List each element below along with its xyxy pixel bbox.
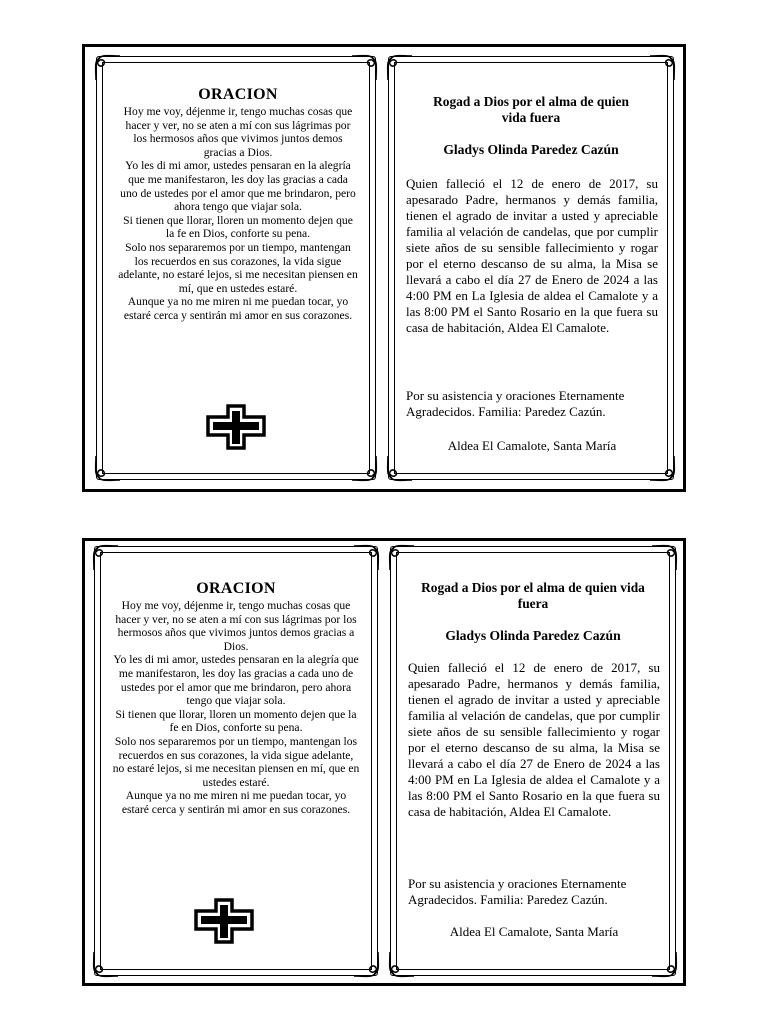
prayer-paragraph: Solo nos separaremos por un tiempo, mantengan los recuerdos en sus corazones, la vida sigue adelante, no estaré lejos, si me necesitan piensen en mí, que en ustedes estaré. <box>112 734 360 789</box>
corner-ornament-icon <box>350 948 384 982</box>
corner-ornament-icon <box>382 452 416 486</box>
prayer-text-block <box>112 580 360 817</box>
prayer-text-block <box>118 86 358 323</box>
prayer-title: ORACION <box>196 580 276 597</box>
corner-ornament-icon <box>90 452 124 486</box>
prayer-paragraph: Aunque ya no me miren ni me puedan tocar, yo estaré cerca y sentirán mi amor en sus corazones. <box>123 295 353 322</box>
deceased-name: Gladys Olinda Paredez Cazún <box>443 142 619 157</box>
corner-ornament-icon <box>648 948 682 982</box>
cross-icon <box>194 898 254 944</box>
memorial-card-1 <box>82 44 686 492</box>
prayer-paragraph: Hoy me voy, déjenme ir, tengo muchas cosas que hacer y ver, no se aten a mí con sus lágrimas por los hermosos años que vivimos juntos demos gracias a Dios. <box>123 105 353 159</box>
notice-frame <box>386 542 680 980</box>
prayer-paragraph: Solo nos separaremos por un tiempo, mantengan los recuerdos en sus corazones, la vida sigue adelante, no estaré lejos, si me necesitan piensen en mí, que en ustedes estaré. <box>118 240 358 295</box>
corner-ornament-icon <box>384 540 418 574</box>
corner-ornament-icon <box>382 50 416 84</box>
corner-ornament-icon <box>646 452 680 486</box>
notice-heading: Rogad a Dios por el alma de quien vida fuera <box>433 94 629 125</box>
prayer-paragraph: Aunque ya no me miren ni me puedan tocar, yo estaré cerca y sentirán mi amor en sus corazones. <box>121 789 351 816</box>
notice-frame <box>384 52 678 484</box>
corner-ornament-icon <box>88 948 122 982</box>
prayer-paragraph: Yo les di mi amor, ustedes pensaran en la alegría que me manifestaron, les doy las gracias a cada uno de ustedes por el amor que me brindaron, pero ahora tengo que viajar sola. <box>120 159 356 214</box>
cross-icon <box>206 404 266 450</box>
corner-ornament-icon <box>348 452 382 486</box>
prayer-paragraph: Si tienen que llorar, lloren un momento dejen que la fe en Dios, conforte su pena. <box>123 213 353 241</box>
notice-thanks: Por su asistencia y oraciones Eternamente Agradecidos. Familia: Paredez Cazún. <box>408 876 627 907</box>
prayer-title: ORACION <box>198 86 278 103</box>
prayer-paragraph: Yo les di mi amor, ustedes pensaran en la alegría que me manifestaron, les doy las gracias a cada uno de ustedes por el amor que me brindaron, pero ahora tengo que viajar sola. <box>113 653 359 708</box>
notice-body: Quien falleció el 12 de enero de 2017, su apesarado Padre, hermanos y demás familia, tienen el agrado de invitar a usted y apreciable familia al velación de candelas, que por cumplir siete años de su sensible fallecimiento y rogar por el eterno descanso de su alma, la Misa se llevará a cabo el día 27 de Enero de 2024 a las 4:00 PM en La Iglesia de aldea el Camalote y a las 8:00 PM el Santo Rosario en la que fuera su casa de habitación, Aldea El Camalote. <box>408 660 660 819</box>
corner-ornament-icon <box>648 540 682 574</box>
prayer-paragraph: Hoy me voy, déjenme ir, tengo muchas cosas que hacer y ver, no se aten a mí con sus lágrimas por los hermosos años que vivimos juntos demos gracias a Dios. <box>115 599 357 653</box>
corner-ornament-icon <box>646 50 680 84</box>
corner-ornament-icon <box>90 50 124 84</box>
deceased-name: Gladys Olinda Paredez Cazún <box>445 628 621 643</box>
corner-ornament-icon <box>348 50 382 84</box>
notice-body: Quien falleció el 12 de enero de 2017, su apesarado Padre, hermanos y demás familia, tienen el agrado de invitar a usted y apreciable familia al velación de candelas, que por cumplir siete años de su sensible fallecimiento y rogar por el eterno descanso de su alma, la Misa se llevará a cabo el día 27 de Enero de 2024 a las 4:00 PM en La Iglesia de aldea el Camalote y a las 8:00 PM el Santo Rosario en la que fuera su casa de habitación, Aldea El Camalote. <box>406 176 658 335</box>
notice-place: Aldea El Camalote, Santa María <box>449 924 619 939</box>
corner-ornament-icon <box>88 540 122 574</box>
prayer-frame <box>90 542 382 980</box>
prayer-frame <box>92 52 380 484</box>
corner-ornament-icon <box>350 540 384 574</box>
notice-heading: Rogad a Dios por el alma de quien vida fuera <box>421 580 645 611</box>
notice-place: Aldea El Camalote, Santa María <box>447 438 617 453</box>
memorial-card-2 <box>82 538 686 986</box>
prayer-paragraph: Si tienen que llorar, lloren un momento dejen que la fe en Dios, conforte su pena. <box>115 707 357 735</box>
corner-ornament-icon <box>384 948 418 982</box>
notice-thanks: Por su asistencia y oraciones Eternamente Agradecidos. Familia: Paredez Cazún. <box>406 388 625 419</box>
